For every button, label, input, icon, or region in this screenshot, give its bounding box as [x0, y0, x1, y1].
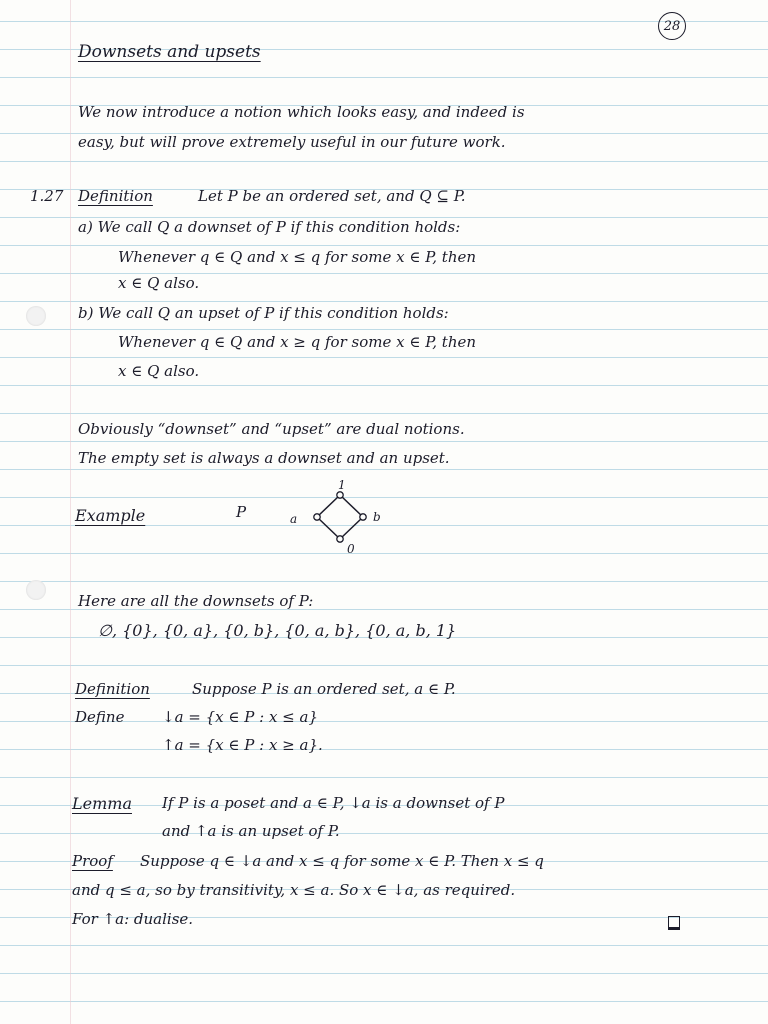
def-a-line-2: Whenever q ∈ Q and x ≤ q for some x ∈ P, then: [118, 248, 477, 266]
node-bottom: [337, 536, 343, 542]
example-label: Example: [75, 506, 146, 525]
intro-line-1: We now introduce a notion which looks easy, and indeed is: [78, 103, 525, 121]
define-label: Define: [75, 708, 125, 726]
def-a-line-1: a) We call Q a downset of P if this condition holds:: [78, 218, 461, 236]
page-title: Downsets and upsets: [78, 42, 261, 62]
node-right: [360, 514, 366, 520]
node-left-label: a: [290, 512, 298, 526]
punch-hole: [26, 306, 46, 326]
lemma-line-2: and ↑a is an upset of P.: [162, 822, 340, 840]
proof-line-2: and q ≤ a, so by transitivity, x ≤ a. So x ∈ ↓a, as required.: [72, 881, 516, 899]
page-number: 28: [658, 12, 686, 40]
downsets-intro: Here are all the downsets of P:: [78, 592, 314, 610]
definition-2-label: Definition: [75, 680, 150, 698]
hasse-diagram: [285, 478, 395, 558]
intro-line-2: easy, but will prove extremely useful in our future work.: [78, 133, 506, 151]
down-closure-def: ↓a = {x ∈ P : x ≤ a}: [162, 708, 318, 726]
def-b-line-1: b) We call Q an upset of P if this condition holds:: [78, 304, 449, 322]
node-bottom-label: 0: [347, 542, 355, 556]
up-closure-def: ↑a = {x ∈ P : x ≥ a}.: [162, 736, 323, 754]
lemma-line-1: If P is a poset and a ∈ P, ↓a is a downset of P: [162, 794, 505, 812]
qed-box: [668, 916, 680, 930]
node-right-label: b: [373, 510, 381, 524]
remark-line-1: Obviously “downset” and “upset” are dual notions.: [78, 420, 465, 438]
node-left: [314, 514, 320, 520]
definition-2-header: Suppose P is an ordered set, a ∈ P.: [192, 680, 456, 698]
punch-hole: [26, 580, 46, 600]
poset-name: P: [236, 503, 247, 521]
def-a-line-3: x ∈ Q also.: [118, 274, 200, 292]
lemma-label: Lemma: [72, 794, 132, 813]
margin-line: [70, 0, 71, 1024]
proof-line-1: Suppose q ∈ ↓a and x ≤ q for some x ∈ P. Then x ≤ q: [140, 852, 544, 870]
definition-header: Let P be an ordered set, and Q ⊆ P.: [198, 187, 466, 205]
definition-number: 1.27: [30, 187, 64, 205]
definition-label: Definition: [78, 187, 153, 205]
def-b-line-2: Whenever q ∈ Q and x ≥ q for some x ∈ P, then: [118, 333, 477, 351]
remark-line-2: The empty set is always a downset and an upset.: [78, 449, 450, 467]
downsets-list: ∅, {0}, {0, a}, {0, b}, {0, a, b}, {0, a, b, 1}: [98, 621, 457, 640]
def-b-line-3: x ∈ Q also.: [118, 362, 200, 380]
node-top-label: 1: [338, 478, 346, 492]
node-top: [337, 492, 343, 498]
proof-line-3: For ↑a: dualise.: [72, 910, 194, 928]
proof-label: Proof: [72, 852, 113, 870]
